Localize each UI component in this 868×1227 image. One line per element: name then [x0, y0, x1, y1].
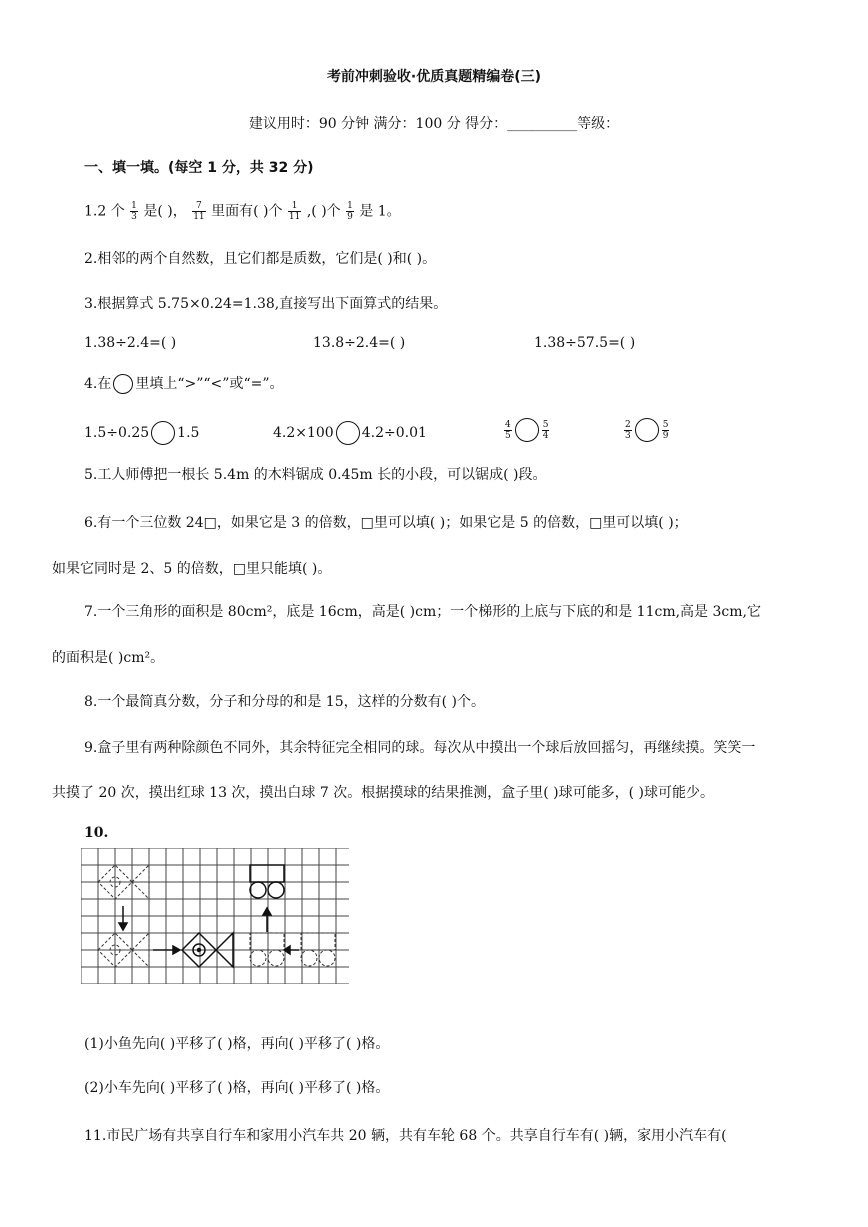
fraction-5-9: [662, 420, 670, 441]
q4-c-right-numerator: 5: [542, 419, 549, 430]
q4-c-left-numerator: 4: [505, 419, 511, 430]
question-8: 8.一个最简真分数，分子和分母的和是 15，这样的分数有( )个。: [84, 694, 485, 710]
q3-item-b: 13.8÷2.4=( ): [313, 335, 406, 351]
fraction-5-4: [542, 420, 550, 441]
q1-text-2: 是( )，: [143, 203, 187, 220]
question-9-line-1: 9.盒子里有两种除颜色不同外，其余特征完全相同的球。每次从中摸出一个球后放回摇匀，再继续摸。笑笑一: [84, 740, 756, 756]
q1-fraction-4-denominator: 9: [347, 212, 353, 222]
q4-c-right-denominator: 4: [542, 430, 549, 441]
question-9-line-2: 共摸了 20 次，摸出红球 13 次，摸出白球 7 次。根据摸球的结果推测，盒子里( )球可能多，( )球可能少。: [52, 785, 714, 801]
question-5: 5.工人师傅把一根长 5.4m 的木料锯成 0.45m 长的小段，可以锯成( )段。: [84, 467, 547, 483]
q4-d-left-denominator: 3: [625, 430, 631, 441]
q1-text-1: 1.2 个: [84, 203, 125, 220]
answer-circle-icon: [113, 374, 133, 394]
grid-lines: [81, 848, 349, 984]
q1-text-4: ,( )个: [306, 203, 341, 220]
q1-fraction-2-denominator: 11: [193, 212, 205, 222]
question-7-line-2: 的面积是( )cm²。: [52, 650, 165, 666]
exam-meta: 建议用时：90 分钟 满分：100 分 得分：__________等级：: [248, 116, 620, 132]
q3-item-a: 1.38÷2.4=( ): [84, 335, 177, 351]
question-10-sub-2: (2)小车先向( )平移了( )格，再向( )平移了( )格。: [84, 1080, 390, 1096]
fraction-2-3: [624, 420, 632, 441]
fraction-1-3: [130, 201, 138, 222]
question-4: [84, 374, 284, 394]
q4-a-left: 1.5÷0.25: [84, 425, 150, 441]
compare-circle-icon: [515, 418, 539, 442]
q1-text-3: 里面有( )个: [211, 203, 283, 220]
translation-grid-figure: [81, 848, 349, 984]
q1-fraction-3-denominator: 11: [288, 212, 301, 222]
q4-b-left: 4.2×100: [273, 425, 334, 441]
q4-item-c: [503, 418, 550, 442]
fraction-1-11: [288, 201, 301, 222]
q1-fraction-2-numerator: 7: [192, 201, 205, 212]
question-6-line-2: 如果它同时是 2、5 的倍数，□里只能填( )。: [52, 561, 332, 577]
arrow-left-icon: [284, 946, 299, 954]
question-7-line-1: 7.一个三角形的面积是 80cm²，底是 16cm，高是( )cm；一个梯形的上底与下底的和是 11cm,高是 3cm,它: [84, 604, 761, 620]
question-10-label: 10.: [84, 825, 109, 841]
compare-circle-icon: [635, 418, 659, 442]
fraction-1-9: [346, 201, 354, 222]
q1-text-5: 是 1。: [359, 203, 401, 220]
q4-text-2: 里填上“>”“<”或“=”。: [135, 376, 284, 392]
q1-fraction-1-numerator: 1: [131, 201, 137, 211]
fraction-4-5: [504, 420, 512, 441]
compare-circle-icon: [336, 421, 360, 445]
q1-fraction-4-numerator: 1: [347, 201, 353, 211]
question-3: 3.根据算式 5.75×0.24=1.38,直接写出下面算式的结果。: [84, 296, 448, 312]
q3-item-c: 1.38÷57.5=( ): [534, 335, 636, 351]
q4-text-1: 4.在: [84, 376, 112, 392]
section-heading: 一、填一填。(每空 1 分，共 32 分): [84, 160, 314, 176]
compare-circle-icon: [151, 421, 175, 445]
question-1: [84, 201, 401, 222]
q4-b-right: 4.2÷0.01: [361, 425, 427, 441]
arrow-down-icon: [119, 906, 127, 930]
q4-item-d: [623, 418, 670, 442]
q4-c-left-denominator: 5: [505, 430, 511, 441]
q4-a-right: 1.5: [177, 425, 200, 441]
car-final-solid: [250, 865, 284, 898]
question-10-sub-1: (1)小鱼先向( )平移了( )格，再向( )平移了( )格。: [84, 1036, 390, 1052]
q4-item-b: [273, 421, 427, 445]
q1-fraction-1-denominator: 3: [131, 212, 137, 222]
fraction-7-11: [192, 201, 205, 222]
q4-d-left-numerator: 2: [625, 419, 631, 430]
q4-d-right-numerator: 5: [662, 419, 669, 430]
page-title: 考前冲刺验收·优质真题精编卷(三): [326, 69, 542, 85]
question-2: 2.相邻的两个自然数，且它们都是质数，它们是( )和( )。: [84, 251, 437, 267]
question-11: 11.市民广场有共享自行车和家用小汽车共 20 辆，共有车轮 68 个。共享自行车有( )辆，家用小汽车有(: [84, 1128, 727, 1144]
question-6-line-1: 6.有一个三位数 24□，如果它是 3 的倍数，□里可以填( )；如果它是 5 的倍数，□里可以填( )；: [84, 515, 688, 531]
q4-item-a: [84, 421, 199, 445]
q4-d-right-denominator: 9: [662, 430, 669, 441]
q1-fraction-3-numerator: 1: [288, 201, 301, 212]
arrow-up-icon: [263, 908, 271, 932]
